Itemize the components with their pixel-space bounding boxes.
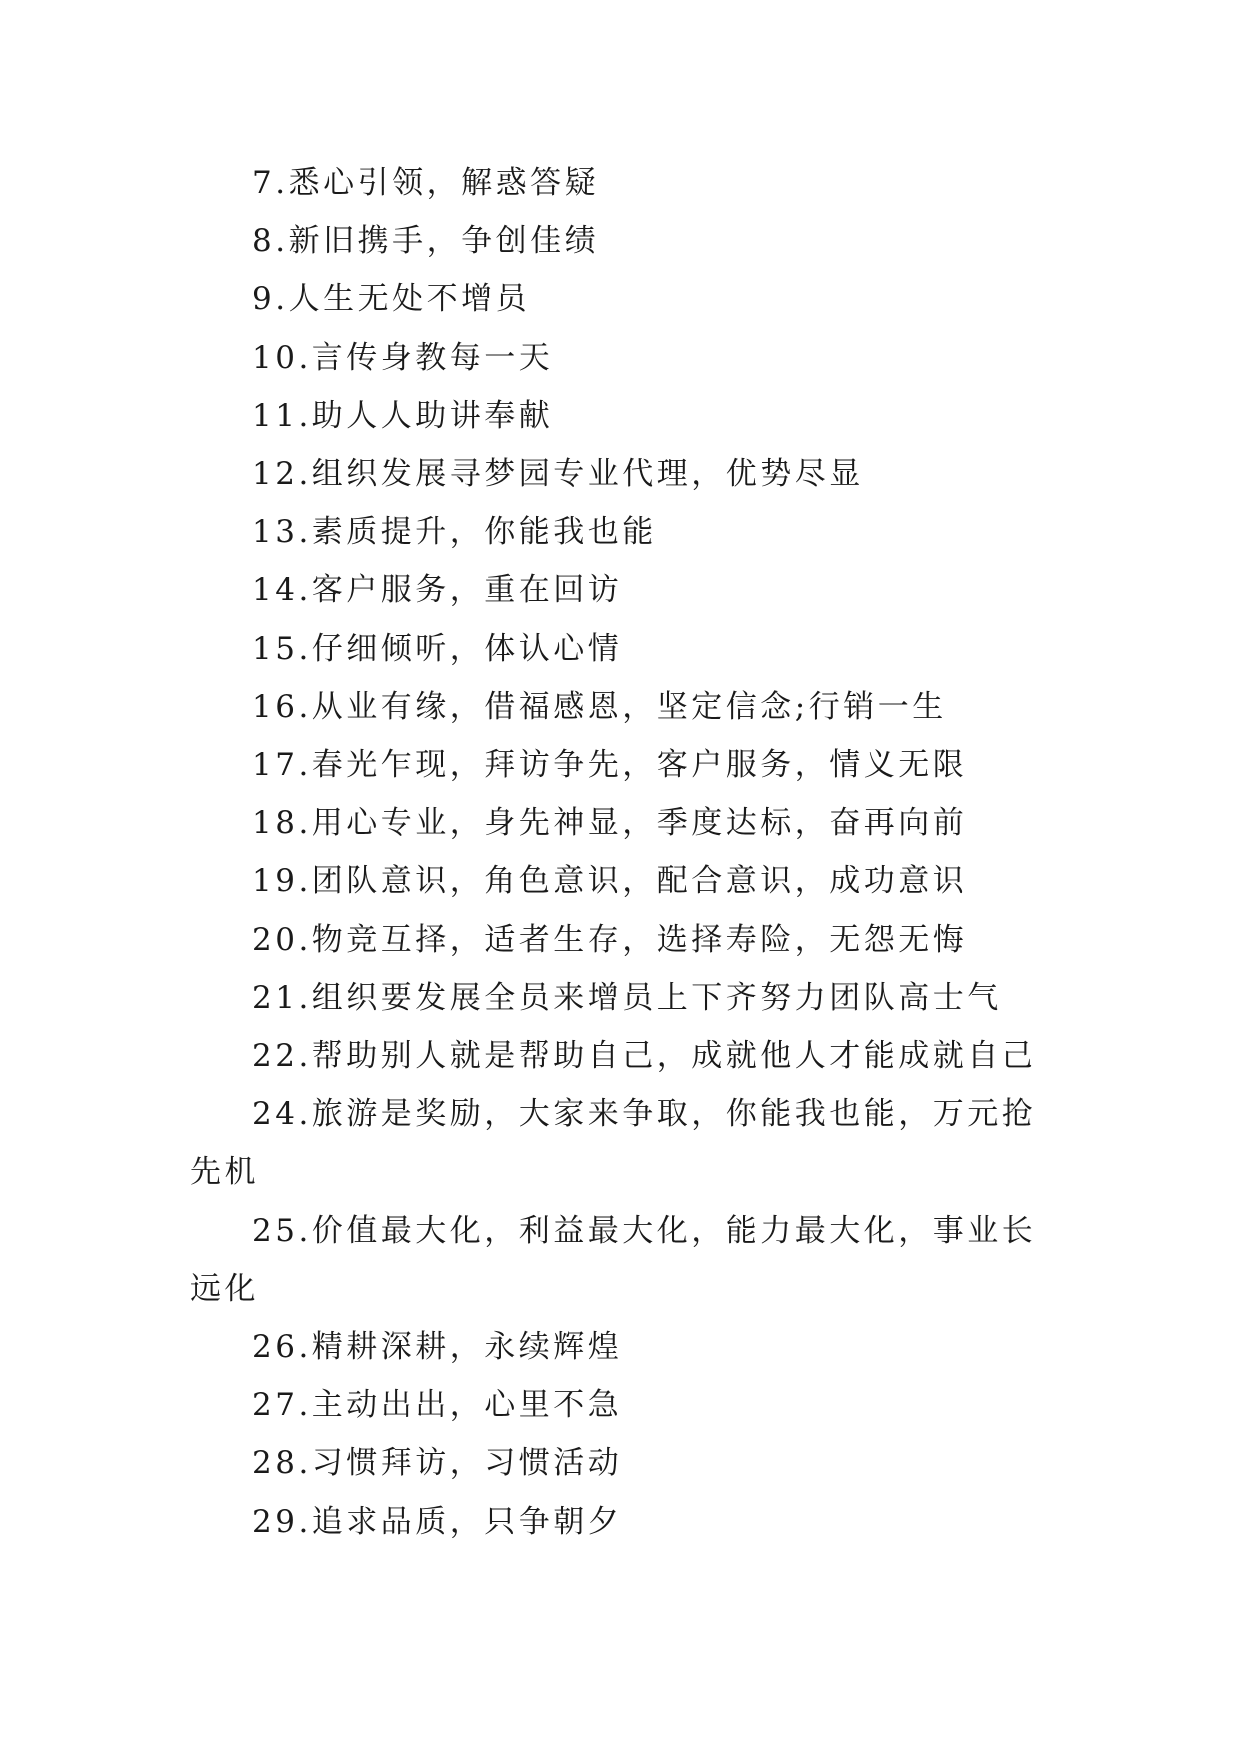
- list-item: 29.追求品质，只争朝夕: [252, 1503, 623, 1540]
- list-item: 19.团队意识，角色意识，配合意识，成功意识: [252, 863, 968, 900]
- list-item: 12.组织发展寻梦园专业代理，优势尽显: [252, 456, 864, 493]
- list-item: 8.新旧携手，争创佳绩: [252, 223, 600, 260]
- list-item: 14.客户服务，重在回访: [252, 572, 623, 609]
- list-item: 17.春光乍现，拜访争先，客户服务，情义无限: [252, 747, 968, 784]
- list-item: 28.习惯拜访，习惯活动: [252, 1445, 623, 1482]
- list-item: 13.素质提升，你能我也能: [252, 514, 657, 551]
- list-item: 7.悉心引领，解惑答疑: [252, 165, 600, 201]
- list-item: 26.精耕深耕，永续辉煌: [252, 1329, 623, 1366]
- list-item: 24.旅游是奖励，大家来争取，你能我也能，万元抢先机: [190, 1096, 1037, 1191]
- list-item: 9.人生无处不增员: [252, 281, 531, 318]
- list-item: 15.仔细倾听，体认心情: [252, 630, 623, 667]
- list-item: 20.物竞互择，适者生存，选择寿险，无怨无悔: [252, 921, 968, 958]
- list-item: 18.用心专业，身先神显，季度达标，奋再向前: [252, 805, 968, 842]
- slogan-list: [190, 154, 1052, 1551]
- list-item: 10.言传身教每一天: [252, 339, 554, 376]
- list-item: 25.价值最大化，利益最大化，能力最大化，事业长远化: [190, 1212, 1037, 1307]
- list-item: 27.主动出出，心里不急: [252, 1387, 623, 1424]
- list-item: 22.帮助别人就是帮助自己，成就他人才能成就自己: [252, 1038, 1037, 1075]
- list-item: 21.组织要发展全员来增员上下齐努力团队高士气: [252, 979, 1002, 1016]
- list-item: 16.从业有缘，借福感恩，坚定信念;行销一生: [252, 688, 947, 725]
- list-item: 11.助人人助讲奉献: [252, 397, 554, 434]
